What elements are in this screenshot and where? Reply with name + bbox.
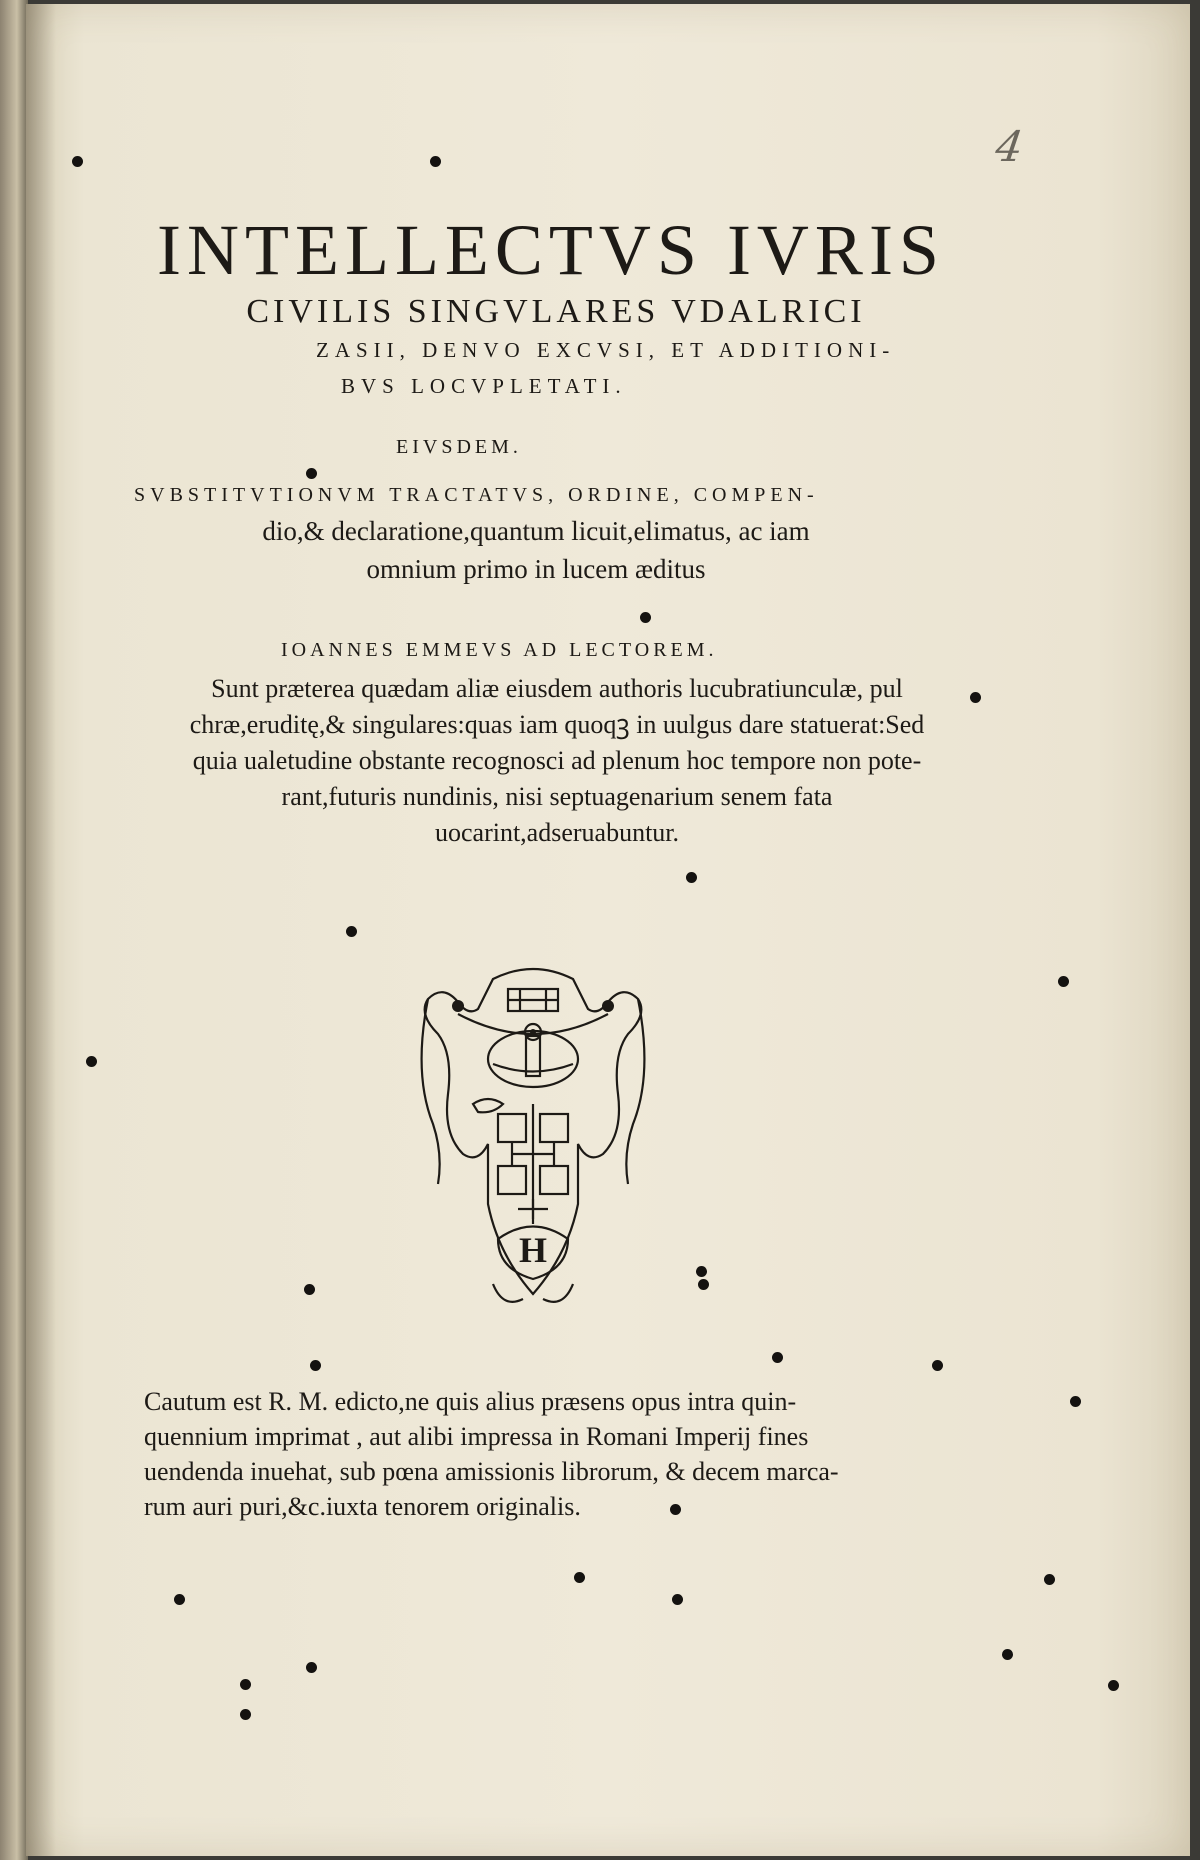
ink-speck bbox=[430, 156, 441, 167]
address-paragraph bbox=[152, 671, 962, 851]
ink-speck bbox=[696, 1266, 707, 1277]
ink-speck bbox=[640, 612, 651, 623]
ink-speck bbox=[772, 1352, 783, 1363]
ink-speck bbox=[240, 1679, 251, 1690]
privilege-line: rum auri puri,&c.iuxta tenorem originalis. bbox=[144, 1492, 581, 1521]
eiusdem-heading: EIVSDEM. bbox=[396, 436, 522, 458]
ink-speck bbox=[306, 468, 317, 479]
address-line: uocarint,adseruabuntur. bbox=[434, 818, 680, 847]
folio-number: 4 bbox=[992, 122, 1027, 171]
ink-speck bbox=[304, 1284, 315, 1295]
title-line-2: CIVILIS SINGVLARES VDALRICI bbox=[246, 293, 866, 330]
ink-speck bbox=[686, 872, 697, 883]
ink-speck bbox=[1108, 1680, 1119, 1691]
address-line: Sunt præterea quædam aliæ eiusdem authoris lucubratiunculæ, pul bbox=[211, 674, 903, 703]
title-line-1: INTELLECTVS IVRIS bbox=[157, 210, 945, 290]
printers-mark-icon bbox=[398, 954, 668, 1324]
privilege-line: uendenda inuehat, sub pœna amissionis librorum, & decem marca- bbox=[144, 1457, 839, 1486]
ink-speck bbox=[574, 1572, 585, 1583]
privilege-paragraph bbox=[144, 1384, 976, 1524]
address-line: rant,futuris nundinis, nisi septuagenarium senem fata bbox=[281, 782, 833, 811]
title-page bbox=[26, 4, 1190, 1856]
ink-speck bbox=[672, 1594, 683, 1605]
ink-speck bbox=[1058, 976, 1069, 987]
ink-speck bbox=[346, 926, 357, 937]
binding-gutter bbox=[26, 4, 56, 1856]
address-heading: IOANNES EMMEVS AD LECTOREM. bbox=[281, 639, 718, 661]
title-line-3: ZASII, DENVO EXCVSI, ET ADDITIONI- bbox=[316, 338, 896, 362]
subtitle-line-2: dio,& declaratione,quantum licuit,elimatus, ac iam bbox=[262, 516, 810, 546]
ink-speck bbox=[86, 1056, 97, 1067]
ink-speck bbox=[1002, 1649, 1013, 1660]
subtitle-line-1: SVBSTITVTIONVM TRACTATVS, ORDINE, COMPEN- bbox=[134, 484, 819, 506]
ink-speck bbox=[240, 1709, 251, 1720]
previous-page-edge bbox=[0, 0, 28, 1860]
printer-monogram: H bbox=[518, 1230, 548, 1270]
subtitle-line-3: omnium primo in lucem æditus bbox=[366, 554, 706, 584]
ink-speck bbox=[670, 1504, 681, 1515]
ink-speck bbox=[306, 1662, 317, 1673]
ink-speck bbox=[932, 1360, 943, 1371]
ink-speck bbox=[1070, 1396, 1081, 1407]
address-line: chræ,eruditę,& singulares:quas iam quoqꝫ in uulgus dare statuerat:Sed bbox=[189, 710, 925, 739]
ink-speck bbox=[698, 1279, 709, 1290]
title-line-4: BVS LOCVPLETATI. bbox=[341, 374, 627, 398]
privilege-line: quennium imprimat , aut alibi impressa in Romani Imperij fines bbox=[144, 1422, 809, 1451]
privilege-line: Cautum est R. M. edicto,ne quis alius præsens opus intra quin- bbox=[144, 1387, 797, 1416]
ink-speck bbox=[970, 692, 981, 703]
ink-speck bbox=[174, 1594, 185, 1605]
ink-speck bbox=[1044, 1574, 1055, 1585]
ink-speck bbox=[310, 1360, 321, 1371]
ink-speck bbox=[72, 156, 83, 167]
address-line: quia ualetudine obstante recognosci ad plenum hoc tempore non pote- bbox=[192, 746, 922, 775]
